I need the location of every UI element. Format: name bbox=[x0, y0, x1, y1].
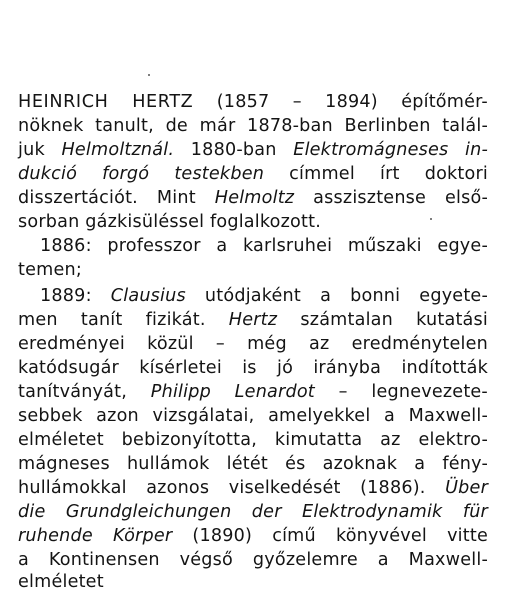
text-segment: 1886: professzor a karlsruhei műszaki egye- bbox=[40, 236, 488, 256]
text-segment: sorban gázkisüléssel foglalkozott. bbox=[18, 212, 321, 232]
text-line bbox=[18, 162, 488, 186]
text-line bbox=[18, 332, 488, 356]
text-segment: HEINRICH HERTZ bbox=[18, 92, 194, 112]
text-segment: Elektromágneses in- bbox=[293, 140, 488, 160]
text-segment: Helmoltznál. bbox=[61, 140, 175, 160]
text-segment: mágneses hullámok létét és azoknak a fény- bbox=[18, 454, 488, 474]
text-line bbox=[18, 308, 488, 332]
text-segment: Philipp Lenardot bbox=[150, 382, 315, 402]
text-segment: elméletet bebizonyította, kimutatta az elektro- bbox=[18, 430, 488, 450]
text-line bbox=[40, 234, 488, 258]
text-segment: die Grundgleichungen der Elektrodynamik für bbox=[18, 502, 488, 522]
text-segment: sebbek azon vizsgálatai, amelyekkel a Maxwell- bbox=[18, 406, 488, 426]
text-segment: tanítványát, bbox=[18, 382, 151, 402]
text-segment: Clausius bbox=[110, 286, 186, 306]
text-line bbox=[18, 404, 488, 428]
text-segment: nöknek tanult, de már 1878-ban Berlinben talál- bbox=[18, 116, 488, 136]
text-segment: Über bbox=[445, 478, 488, 498]
text-segment: (1890) című könyvével vitte bbox=[172, 526, 488, 546]
text-segment: címmel írt doktori bbox=[264, 164, 489, 184]
scan-speck bbox=[430, 218, 432, 220]
text-segment: Helmoltz bbox=[214, 188, 295, 208]
text-segment: dukció forgó testekben bbox=[18, 164, 265, 184]
text-segment: 1889: bbox=[40, 286, 111, 306]
text-line bbox=[18, 114, 488, 138]
text-segment: temen; bbox=[18, 260, 82, 280]
text-line bbox=[18, 570, 488, 594]
text-line bbox=[18, 90, 488, 114]
text-line bbox=[18, 356, 488, 380]
text-line bbox=[18, 186, 488, 210]
text-line bbox=[18, 548, 488, 572]
text-line bbox=[40, 284, 488, 308]
text-segment: juk bbox=[18, 140, 62, 160]
text-line bbox=[18, 476, 488, 500]
text-line bbox=[18, 428, 488, 452]
text-line bbox=[18, 524, 488, 548]
text-segment: eredményei közül – még az eredménytelen bbox=[18, 334, 488, 354]
text-segment: men tanít fizikát. bbox=[18, 310, 229, 330]
text-segment: asszisztense első- bbox=[294, 188, 488, 208]
text-segment: (1857 – 1894) építőmér- bbox=[193, 92, 488, 112]
text-segment: utódjaként a bonni egyete- bbox=[185, 286, 489, 306]
text-segment: – legnevezete- bbox=[314, 382, 488, 402]
text-line bbox=[18, 138, 488, 162]
text-segment: 1880-ban bbox=[174, 140, 294, 160]
text-segment: katódsugár kísérletei is jó irányba indították bbox=[18, 358, 488, 378]
text-line bbox=[18, 210, 488, 234]
text-line bbox=[18, 452, 488, 476]
text-line bbox=[18, 380, 488, 404]
text-segment: ruhende Körper bbox=[18, 526, 173, 546]
text-segment: elméletet bbox=[18, 572, 104, 592]
text-segment: Hertz bbox=[228, 310, 278, 330]
text-segment: hullámokkal azonos viselkedését (1886). bbox=[18, 478, 446, 498]
scan-speck bbox=[148, 74, 150, 76]
text-segment: disszertációt. Mint bbox=[18, 188, 215, 208]
text-line bbox=[18, 500, 488, 524]
text-line bbox=[18, 258, 488, 282]
text-segment: számtalan kutatási bbox=[277, 310, 488, 330]
text-segment: a Kontinensen végső győzelemre a Maxwell- bbox=[18, 550, 488, 570]
